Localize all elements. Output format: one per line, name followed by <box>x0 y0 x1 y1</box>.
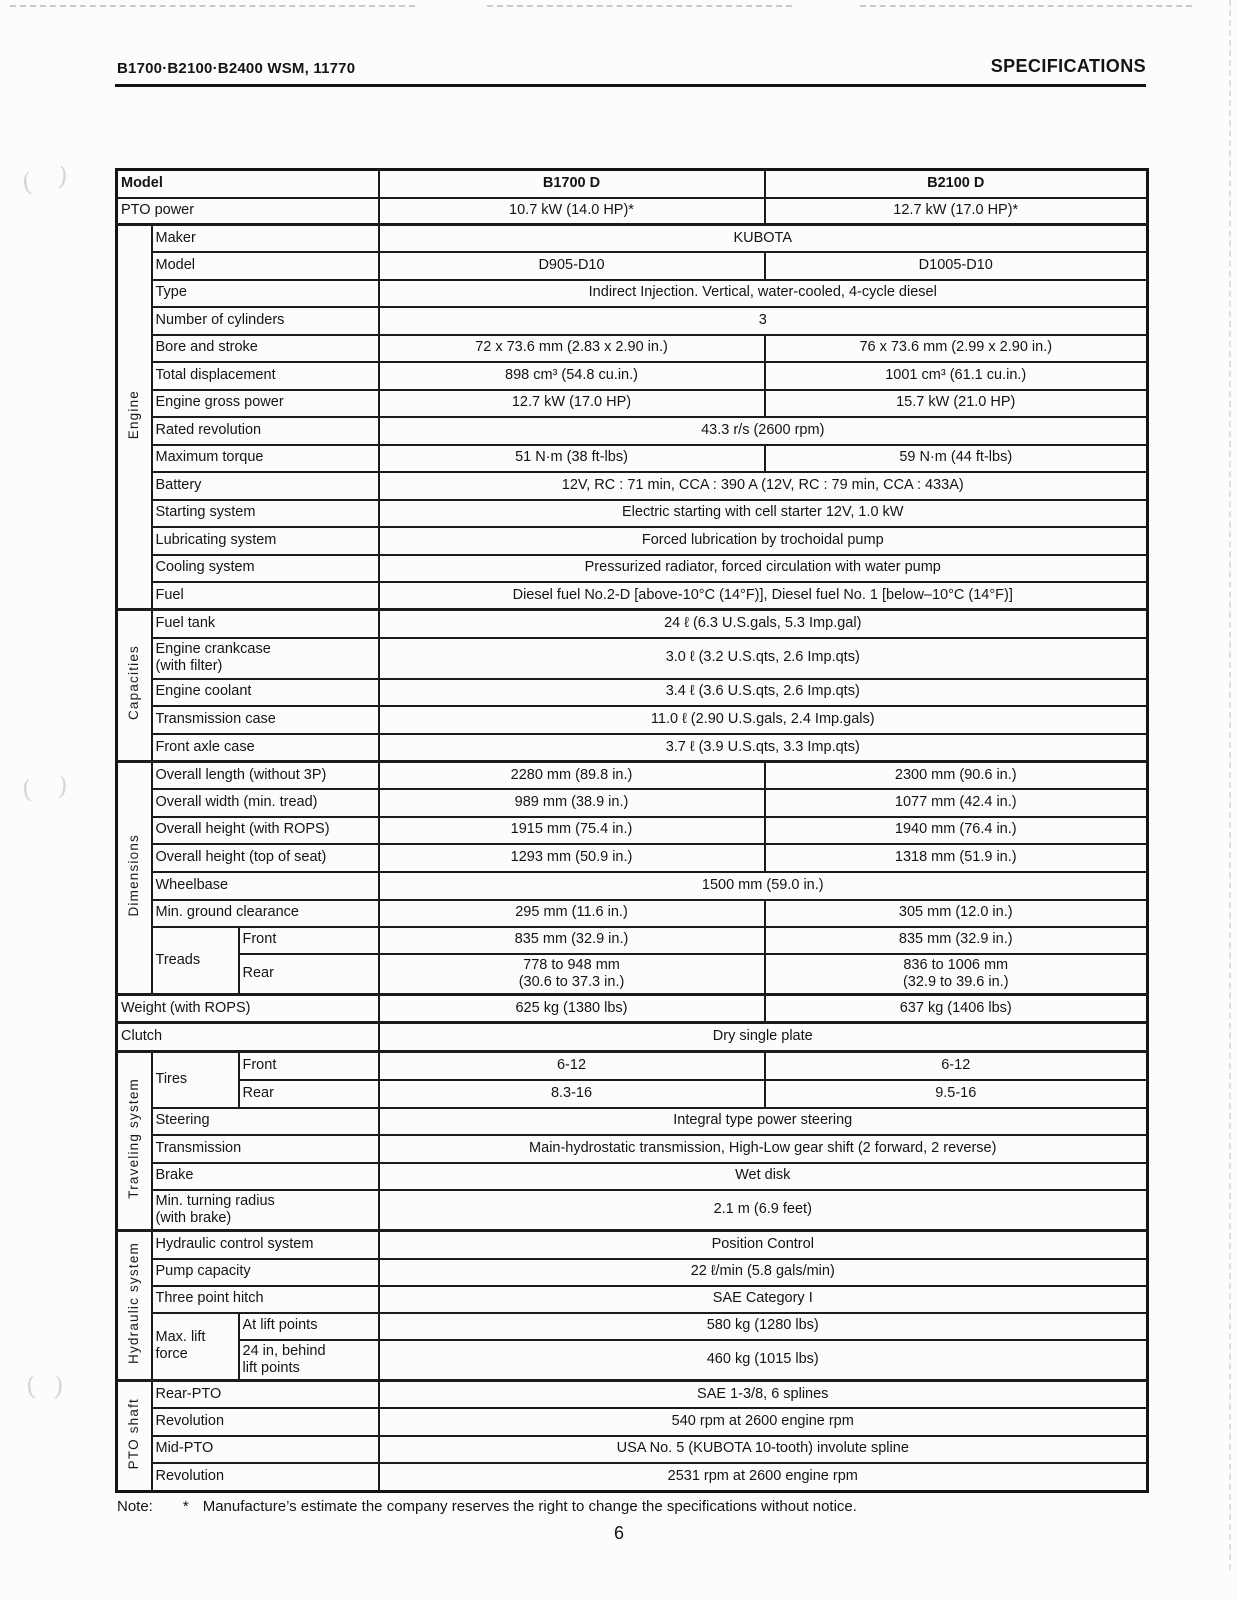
footnote-text: Manufacture’s estimate the company reserves the right to change the specifications without notice. <box>202 1498 857 1515</box>
table-row <box>117 1108 1148 1135</box>
spec-value-cell: USA No. 5 (KUBOTA 10-tooth) involute spline <box>379 1436 1148 1463</box>
spec-label-cell: Maker <box>152 225 379 252</box>
spec-label-cell: Clutch <box>117 1023 379 1052</box>
table-row <box>117 1436 1148 1463</box>
spec-label-cell: Treads <box>152 927 239 995</box>
spec-label-cell: Min. ground clearance <box>152 900 379 927</box>
spec-label-cell: At lift points <box>239 1313 379 1340</box>
table-row <box>117 927 1148 954</box>
table-row <box>117 390 1148 417</box>
spec-value-cell: 1915 mm (75.4 in.) <box>379 817 765 844</box>
spec-value-cell: 835 mm (32.9 in.) <box>765 927 1148 954</box>
table-row <box>117 280 1148 307</box>
spec-value-cell: 835 mm (32.9 in.) <box>379 927 765 954</box>
spec-label-cell: Overall height (with ROPS) <box>152 817 379 844</box>
spec-value-cell: D1005-D10 <box>765 252 1148 280</box>
spec-value-cell: Indirect Injection. Vertical, water-cooled, 4-cycle diesel <box>379 280 1148 307</box>
table-row <box>117 995 1148 1023</box>
spec-value-cell: 898 cm³ (54.8 cu.in.) <box>379 362 765 390</box>
spec-value-cell: SAE 1-3/8, 6 splines <box>379 1381 1148 1408</box>
spec-value-cell: 59 N·m (44 ft-lbs) <box>765 445 1148 472</box>
spec-label-cell: Min. turning radius (with brake) <box>152 1190 379 1231</box>
table-row <box>117 954 1148 995</box>
spec-value-cell: 12.7 kW (17.0 HP) <box>379 390 765 417</box>
spec-value-cell: 2.1 m (6.9 feet) <box>379 1190 1148 1231</box>
table-row <box>117 1408 1148 1436</box>
spec-label-cell: Max. lift force <box>152 1313 239 1381</box>
footnote-asterisk: * <box>182 1498 189 1515</box>
table-row <box>117 789 1148 817</box>
spec-value-cell: 1500 mm (59.0 in.) <box>379 872 1148 900</box>
table-row <box>117 417 1148 445</box>
spec-label-cell: Wheelbase <box>152 872 379 900</box>
section-label <box>117 762 152 995</box>
table-row <box>117 1286 1148 1313</box>
spec-label-cell: Front <box>239 1052 379 1080</box>
spec-label-cell: Hydraulic control system <box>152 1231 379 1259</box>
section-label <box>117 1052 152 1231</box>
spec-table <box>115 168 1149 1493</box>
scan-artifact-dashes <box>487 5 792 7</box>
table-row <box>117 445 1148 472</box>
table-row <box>117 252 1148 280</box>
spec-value-cell: 2531 rpm at 2600 engine rpm <box>379 1463 1148 1492</box>
spec-value-cell: 76 x 73.6 mm (2.99 x 2.90 in.) <box>765 335 1148 362</box>
spec-label-cell: Rated revolution <box>152 417 379 445</box>
spec-value-cell: 24 ℓ (6.3 U.S.gals, 5.3 Imp.gal) <box>379 610 1148 638</box>
spec-label-cell: Transmission <box>152 1135 379 1163</box>
scan-artifact-dashes <box>10 5 415 7</box>
spec-label-cell: Overall length (without 3P) <box>152 762 379 789</box>
spec-label-cell: Model <box>117 170 379 198</box>
spec-label-cell: Revolution <box>152 1408 379 1436</box>
table-row <box>117 1340 1148 1381</box>
spec-label-cell: Weight (with ROPS) <box>117 995 379 1023</box>
spec-label-cell: 24 in, behind lift points <box>239 1340 379 1381</box>
spec-value-cell: 6-12 <box>379 1052 765 1080</box>
spec-label-cell: Bore and stroke <box>152 335 379 362</box>
spec-label-cell: Rear <box>239 954 379 995</box>
spec-value-cell: Dry single plate <box>379 1023 1148 1052</box>
spec-value-cell: 836 to 1006 mm (32.9 to 39.6 in.) <box>765 954 1148 995</box>
spec-value-cell: Integral type power steering <box>379 1108 1148 1135</box>
table-row <box>117 679 1148 706</box>
spec-value-cell: Forced lubrication by trochoidal pump <box>379 527 1148 555</box>
spec-value-cell: 22 ℓ/min (5.8 gals/min) <box>379 1259 1148 1286</box>
table-row <box>117 198 1148 225</box>
table-row <box>117 1190 1148 1231</box>
spec-label-cell: Brake <box>152 1163 379 1190</box>
scan-artifact-dashes <box>860 5 1192 7</box>
spec-label-cell: Overall width (min. tread) <box>152 789 379 817</box>
table-row <box>117 762 1148 789</box>
spec-label-cell: Maximum torque <box>152 445 379 472</box>
spec-value-cell: 11.0 ℓ (2.90 U.S.gals, 2.4 Imp.gals) <box>379 706 1148 734</box>
table-row <box>117 1135 1148 1163</box>
spec-value-cell: 8.3-16 <box>379 1080 765 1108</box>
table-row <box>117 1313 1148 1340</box>
spec-value-cell: 43.3 r/s (2600 rpm) <box>379 417 1148 445</box>
table-row <box>117 362 1148 390</box>
spec-value-cell: 3.0 ℓ (3.2 U.S.qts, 2.6 Imp.qts) <box>379 638 1148 679</box>
table-row <box>117 817 1148 844</box>
spec-value-cell: 10.7 kW (14.0 HP)* <box>379 198 765 225</box>
section-label-text: Hydraulic system <box>126 1241 142 1364</box>
spec-value-cell: D905-D10 <box>379 252 765 280</box>
spec-value-cell: 1001 cm³ (61.1 cu.in.) <box>765 362 1148 390</box>
spec-value-cell: Main-hydrostatic transmission, High-Low gear shift (2 forward, 2 reverse) <box>379 1135 1148 1163</box>
spec-value-cell: 51 N·m (38 ft-lbs) <box>379 445 765 472</box>
table-row <box>117 900 1148 927</box>
spec-value-cell: Position Control <box>379 1231 1148 1259</box>
spec-label-cell: Pump capacity <box>152 1259 379 1286</box>
spec-value-cell: 637 kg (1406 lbs) <box>765 995 1148 1023</box>
table-row <box>117 706 1148 734</box>
spec-label-cell: Front axle case <box>152 734 379 762</box>
section-label-text: Traveling system <box>126 1078 142 1199</box>
spec-label-cell: Battery <box>152 472 379 500</box>
spec-value-cell: Wet disk <box>379 1163 1148 1190</box>
table-row <box>117 170 1148 198</box>
scan-artifact-mark: ( <box>20 167 34 198</box>
table-row <box>117 1023 1148 1052</box>
spec-label-cell: Revolution <box>152 1463 379 1492</box>
spec-label-cell: Transmission case <box>152 706 379 734</box>
spec-label-cell: Tires <box>152 1052 239 1108</box>
spec-label-cell: Total displacement <box>152 362 379 390</box>
spec-label-cell: Cooling system <box>152 555 379 582</box>
section-label <box>117 1231 152 1381</box>
table-row <box>117 610 1148 638</box>
scan-artifact-mark: ) <box>56 161 70 192</box>
spec-label-cell: Engine gross power <box>152 390 379 417</box>
manual-id-text: B1700·B2100·B2400 WSM, 11770 <box>117 60 356 77</box>
spec-table-body <box>117 170 1148 1492</box>
spec-label-cell: Fuel <box>152 582 379 610</box>
spec-label-cell: Steering <box>152 1108 379 1135</box>
spec-label-cell: Engine crankcase (with filter) <box>152 638 379 679</box>
section-label <box>117 1381 152 1492</box>
spec-value-cell: 625 kg (1380 lbs) <box>379 995 765 1023</box>
spec-label-cell: Fuel tank <box>152 610 379 638</box>
spec-value-cell: 6-12 <box>765 1052 1148 1080</box>
section-label-text: PTO shaft <box>126 1397 142 1470</box>
spec-label-cell: Number of cylinders <box>152 307 379 335</box>
table-row <box>117 844 1148 872</box>
table-row <box>117 582 1148 610</box>
spec-value-cell: 72 x 73.6 mm (2.83 x 2.90 in.) <box>379 335 765 362</box>
table-row <box>117 734 1148 762</box>
spec-label-cell: Starting system <box>152 500 379 527</box>
section-label-text: Engine <box>126 389 142 440</box>
spec-value-cell: KUBOTA <box>379 225 1148 252</box>
footnote-label: Note: <box>117 1498 153 1515</box>
table-row <box>117 1259 1148 1286</box>
spec-value-cell: SAE Category I <box>379 1286 1148 1313</box>
spec-value-cell: 540 rpm at 2600 engine rpm <box>379 1408 1148 1436</box>
spec-value-cell: 778 to 948 mm (30.6 to 37.3 in.) <box>379 954 765 995</box>
spec-label-cell: Mid-PTO <box>152 1436 379 1463</box>
table-row <box>117 1381 1148 1408</box>
spec-value-cell: 2300 mm (90.6 in.) <box>765 762 1148 789</box>
table-row <box>117 1163 1148 1190</box>
spec-label-cell: Rear <box>239 1080 379 1108</box>
table-row <box>117 527 1148 555</box>
spec-value-cell: 305 mm (12.0 in.) <box>765 900 1148 927</box>
section-label-text: Dimensions <box>126 834 142 917</box>
spec-value-cell: 989 mm (38.9 in.) <box>379 789 765 817</box>
spec-label-cell: Rear-PTO <box>152 1381 379 1408</box>
spec-value-cell: Pressurized radiator, forced circulation with water pump <box>379 555 1148 582</box>
spec-value-cell: 1940 mm (76.4 in.) <box>765 817 1148 844</box>
spec-value-cell: Diesel fuel No.2-D [above-10°C (14°F)], Diesel fuel No. 1 [below–10°C (14°F)] <box>379 582 1148 610</box>
spec-label-cell: Three point hitch <box>152 1286 379 1313</box>
page-title: SPECIFICATIONS <box>990 56 1146 76</box>
spec-value-cell: 2280 mm (89.8 in.) <box>379 762 765 789</box>
spec-value-cell: 1077 mm (42.4 in.) <box>765 789 1148 817</box>
table-row <box>117 872 1148 900</box>
spec-value-cell: 1293 mm (50.9 in.) <box>379 844 765 872</box>
table-row <box>117 1080 1148 1108</box>
table-row <box>117 335 1148 362</box>
spec-value-cell: 3.7 ℓ (3.9 U.S.qts, 3.3 Imp.qts) <box>379 734 1148 762</box>
table-row <box>117 500 1148 527</box>
footnote <box>117 1498 857 1515</box>
table-row <box>117 555 1148 582</box>
table-row <box>117 307 1148 335</box>
spec-label-cell: Overall height (top of seat) <box>152 844 379 872</box>
spec-label-cell: Engine coolant <box>152 679 379 706</box>
table-row <box>117 638 1148 679</box>
spec-value-cell: 12V, RC : 71 min, CCA : 390 A (12V, RC : 79 min, CCA : 433A) <box>379 472 1148 500</box>
spec-value-cell: B1700 D <box>379 170 765 198</box>
spec-value-cell: 3 <box>379 307 1148 335</box>
scan-artifact-mark: ) <box>56 771 70 802</box>
spec-label-cell: Lubricating system <box>152 527 379 555</box>
spec-value-cell: 3.4 ℓ (3.6 U.S.qts, 2.6 Imp.qts) <box>379 679 1148 706</box>
header-rule <box>115 84 1146 87</box>
scan-artifact-mark: ) <box>53 1371 65 1402</box>
table-row <box>117 1231 1148 1259</box>
table-row <box>117 472 1148 500</box>
spec-value-cell: 295 mm (11.6 in.) <box>379 900 765 927</box>
spec-value-cell: 15.7 kW (21.0 HP) <box>765 390 1148 417</box>
section-label <box>117 610 152 762</box>
scan-artifact-mark: ( <box>20 774 34 805</box>
scan-artifact-mark: ( <box>24 1371 38 1402</box>
spec-label-cell: Front <box>239 927 379 954</box>
spec-value-cell: 1318 mm (51.9 in.) <box>765 844 1148 872</box>
table-row <box>117 225 1148 252</box>
section-label <box>117 225 152 610</box>
spec-value-cell: 9.5-16 <box>765 1080 1148 1108</box>
spec-label-cell: PTO power <box>117 198 379 225</box>
spec-label-cell: Model <box>152 252 379 280</box>
spec-value-cell: 460 kg (1015 lbs) <box>379 1340 1148 1381</box>
scan-artifact-vertical-dashes <box>1229 0 1231 1570</box>
spec-value-cell: 12.7 kW (17.0 HP)* <box>765 198 1148 225</box>
spec-value-cell: Electric starting with cell starter 12V, 1.0 kW <box>379 500 1148 527</box>
table-row <box>117 1052 1148 1080</box>
section-label-text: Capacities <box>126 645 142 721</box>
page-number: 6 <box>613 1523 624 1543</box>
spec-label-cell: Type <box>152 280 379 307</box>
table-row <box>117 1463 1148 1492</box>
spec-value-cell: 580 kg (1280 lbs) <box>379 1313 1148 1340</box>
spec-value-cell: B2100 D <box>765 170 1148 198</box>
